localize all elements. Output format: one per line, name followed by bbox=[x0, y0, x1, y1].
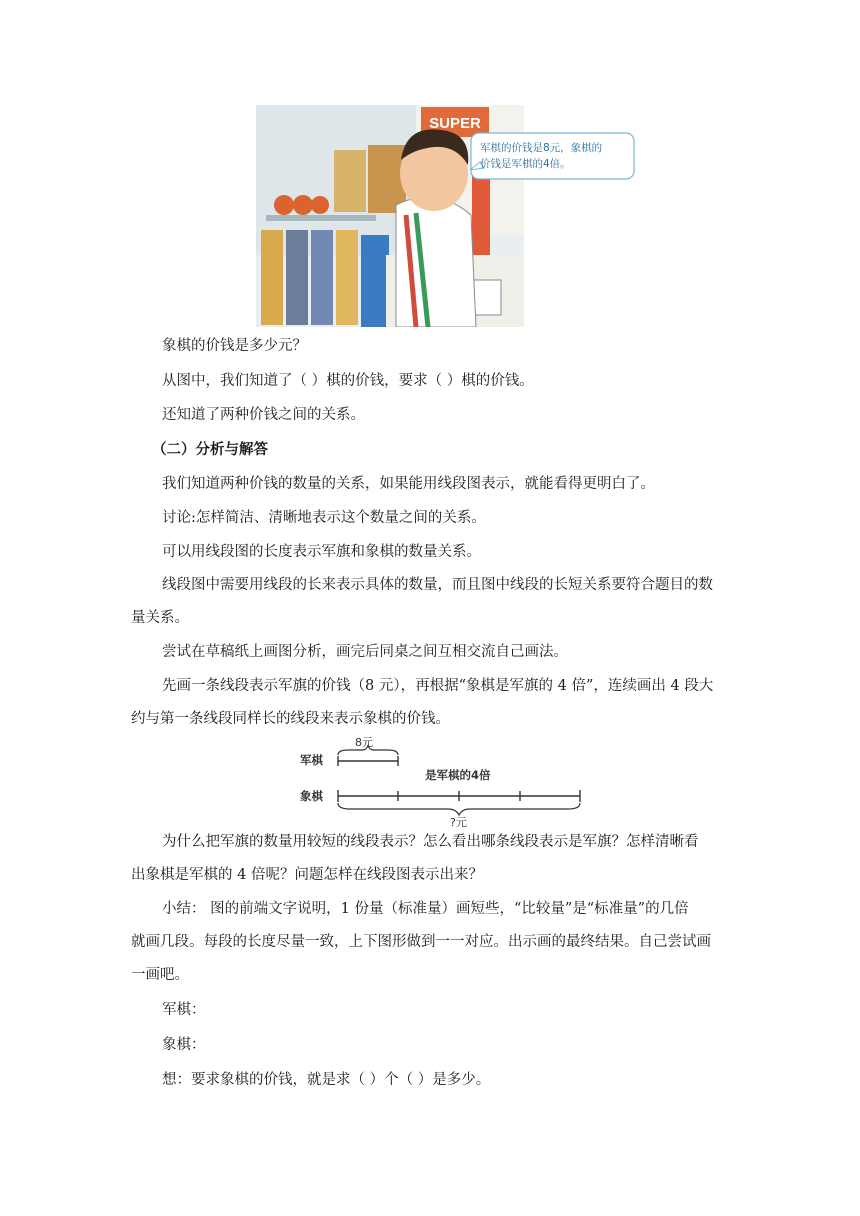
bubble-line-1: 军棋的价钱是8元，象棋的 bbox=[480, 142, 603, 154]
summary-text: 小结： 图的前端文字说明，1 份量（标准量）画短些，“比较量”是“标准量”的几倍 bbox=[162, 901, 689, 917]
body-text: 为什么把军旗的数量用较短的线段表示？怎么看出哪条线段表示是军旗？怎样清晰看 bbox=[162, 834, 699, 850]
bubble-line-2: 价钱是军棋的4倍。 bbox=[480, 158, 571, 170]
basketball-icon bbox=[274, 195, 294, 215]
body-text: 尝试在草稿纸上画图分析，画完后同桌之间互相交流自己画法。 bbox=[162, 644, 568, 660]
bottom-brace-icon bbox=[338, 803, 580, 815]
shop-sign-text: SUPER bbox=[429, 115, 481, 132]
question-text: 象棋的价钱是多少元？ bbox=[162, 338, 307, 354]
label-junqi: 军棋： bbox=[162, 1002, 206, 1018]
body-text: 可以用线段图的长度表示军旗和象棋的数量关系。 bbox=[162, 544, 481, 560]
body-text: 我们知道两种价钱的数量的关系，如果能用线段图表示，就能看得更明白了。 bbox=[162, 476, 655, 492]
summary-text: 一画吧。 bbox=[131, 967, 189, 983]
body-text: 量关系。 bbox=[131, 610, 189, 626]
section-heading: （二）分析与解答 bbox=[152, 441, 268, 458]
summary-text: 就画几段。每段的长度尽量一致，上下图形做到一一对应。出示画的最终结果。自己尝试画 bbox=[131, 934, 711, 950]
diagram-label-junqi: 军棋 bbox=[300, 753, 323, 767]
diagram-bottom-value: ?元 bbox=[450, 816, 467, 828]
body-text: 线段图中需要用线段的长来表示具体的数量，而且图中线段的长短关系要符合题目的数 bbox=[162, 577, 713, 593]
speech-bubble-outer bbox=[470, 132, 635, 180]
body-text: 讨论:怎样简洁、清晰地表示这个数量之间的关系。 bbox=[162, 510, 486, 526]
think-prompt: 想：要求象棋的价钱，就是求（ ）个（ ）是多少。 bbox=[162, 1072, 491, 1088]
line-segment-diagram bbox=[300, 733, 590, 828]
basketball-icon bbox=[293, 195, 313, 215]
body-text: 出象棋是军棋的 4 倍呢？问题怎样在线段图表示出来？ bbox=[131, 867, 483, 883]
body-text: 先画一条线段表示军旗的价钱（8 元），再根据“象棋是军旗的 4 倍”，连续画出 4 段大 bbox=[162, 678, 714, 694]
diagram-label-xiangqi: 象棋 bbox=[300, 789, 323, 803]
label-xiangqi: 象棋： bbox=[162, 1037, 206, 1053]
question-text: 从图中，我们知道了（ ）棋的价钱，要求（ ）棋的价钱。 bbox=[162, 373, 534, 389]
basketball-icon bbox=[311, 196, 329, 214]
diagram-top-value: 8元 bbox=[355, 736, 373, 749]
body-text: 还知道了两种价钱之间的关系。 bbox=[162, 407, 365, 423]
body-text: 约与第一条线段同样长的线段来表示象棋的价钱。 bbox=[131, 711, 450, 727]
diagram-middle-label: 是军棋的4倍 bbox=[425, 768, 491, 782]
top-brace-icon bbox=[338, 745, 398, 755]
